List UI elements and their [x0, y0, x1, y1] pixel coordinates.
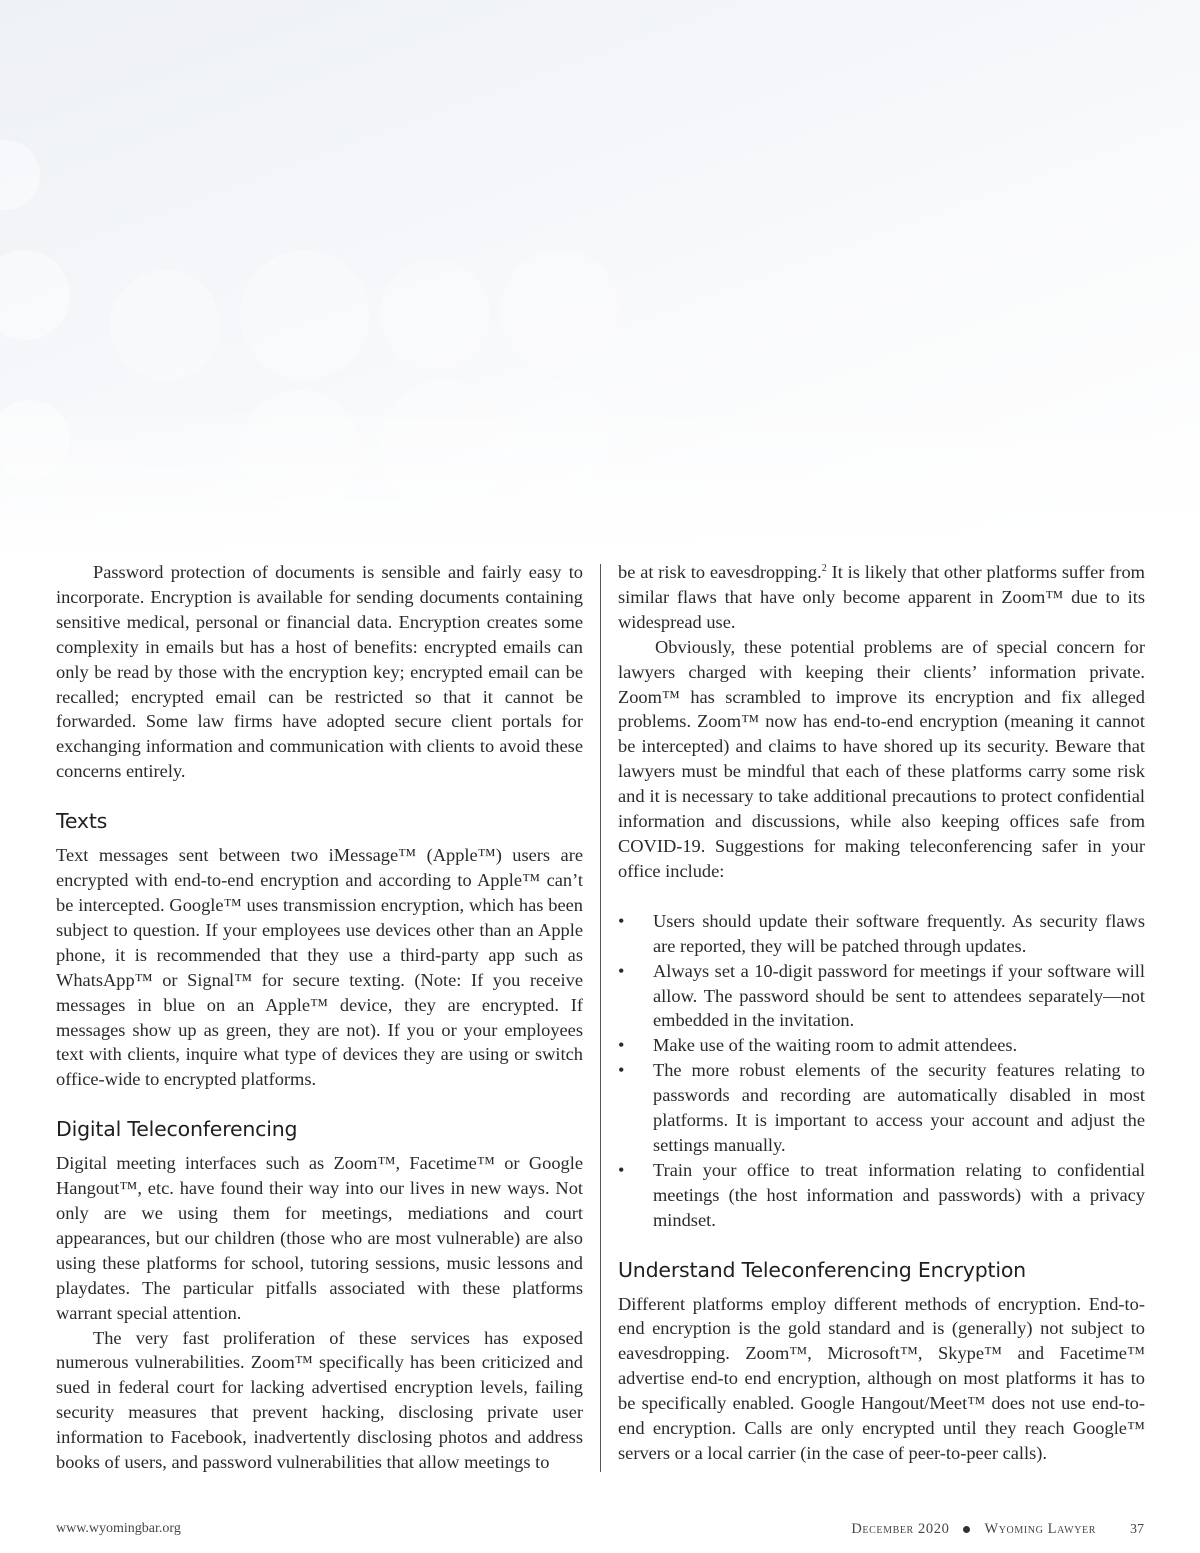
- list-item: [618, 1058, 1145, 1158]
- list-item: [618, 1158, 1145, 1233]
- bullet-separator-icon: [963, 1526, 970, 1533]
- bokeh-light: [0, 140, 40, 210]
- continuation-text: be at risk to eavesdropping.: [618, 562, 822, 582]
- page-footer: [56, 1521, 1144, 1545]
- list-item-text: Train your office to treat information relating to confidential meetings (the host information and passwords) with a privacy mindset.: [653, 1159, 1145, 1230]
- left-column: [56, 560, 583, 1475]
- obviously-paragraph: Obviously, these potential problems are of special concern for lawyers charged with keeping their clients’ information private. Zoom™ has scrambled to improve its encryption and fix alleged problems. Zoom™ now has end-to-end encryption (meaning it cannot be intercepted) and claims to have shored up its security. Beware that lawyers must be mindful that each of these platforms carry some risk and it is necessary to take additional precautions to protect confidential information and discussions, while also keeping offices safe from COVID-19. Suggestions for making teleconferencing safer in your office include:: [618, 636, 1145, 881]
- bullet-marker: •: [618, 910, 625, 931]
- bullet-marker: •: [618, 960, 625, 981]
- bullet-marker: •: [618, 1060, 625, 1081]
- footer-publication: Wyoming Lawyer: [984, 1521, 1096, 1537]
- intro-paragraph: Password protection of documents is sensible and fairly easy to incorporate. Encryption is available for sending documents containing sensitive medical, personal or financial data. Encryption creates some complexity in emails but has a host of benefits: encrypted emails can only be read by those with the encryption key; encrypted email can be recalled; encrypted email can be restricted so that it cannot be forwarded. Some law firms have adopted secure client portals for exchanging information and communication with clients to avoid these concerns entirely.: [56, 562, 583, 782]
- list-item: [618, 1033, 1145, 1058]
- texts-heading: Texts: [56, 809, 108, 834]
- page-number: 37: [1130, 1521, 1144, 1537]
- list-item: [618, 909, 1145, 959]
- bokeh-light: [500, 250, 620, 370]
- bokeh-light: [240, 250, 370, 380]
- bokeh-light: [380, 260, 490, 370]
- footnote-ref: 2: [821, 562, 827, 574]
- bullet-marker: •: [618, 1035, 625, 1056]
- list-item-text: The more robust elements of the security features relating to passwords and recording are automatically disabled in most platforms. It is important to access your account and adjust the settings manually.: [653, 1060, 1145, 1155]
- footer-right: [851, 1521, 1144, 1538]
- encryption-paragraph: Different platforms employ different methods of encryption. End-to-end encryption is the gold standard and is (generally) not subject to eavesdropping. Zoom™, Microsoft™, Skype™ and Facetime™ advertise end-to end encryption, although on most platforms it has to be specifically enabled. Google Hangout/Meet™ does not use end-to-end encryption. Calls are only encrypted until they reach Google™ servers or a local carrier (in the case of peer-to-peer calls).: [618, 1293, 1145, 1463]
- image-fade: [0, 400, 1200, 560]
- list-item-text: Users should update their software frequently. As security flaws are reported, they will be patched through updates.: [653, 910, 1145, 956]
- header-background-image: [0, 0, 1200, 560]
- digital-teleconferencing-heading: Digital Teleconferencing: [56, 1117, 298, 1142]
- footer-date: December 2020: [851, 1521, 950, 1537]
- footer-url: www.wyomingbar.org: [56, 1521, 181, 1536]
- list-item-text: Always set a 10-digit password for meetings if your software will allow. The password should be sent to attendees separately—not embedded in the invitation.: [653, 960, 1145, 1031]
- list-item: [618, 959, 1145, 1034]
- bokeh-light: [110, 270, 220, 380]
- bullet-marker: •: [618, 1159, 625, 1180]
- encryption-heading: Understand Teleconferencing Encryption: [618, 1257, 1026, 1282]
- digital-paragraph-2: The very fast proliferation of these services has exposed numerous vulnerabilities. Zoom™ specifically has been criticized and sued in federal court for lacking advertised encryption levels, failing security measures that prevent hacking, disclosing private user information to Facebook, inadvertently disclosing photos and address books of users, and password vulnerabilities that allow meetings to: [56, 1327, 583, 1473]
- bokeh-light: [0, 250, 70, 340]
- column-divider: [600, 564, 601, 1472]
- suggestions-list: [618, 909, 1145, 1233]
- continuation-rest: It is likely that other platforms suffer from similar flaws that have only become apparent in Zoom™ due to its widespread use.: [618, 562, 1145, 632]
- digital-paragraph-1: Digital meeting interfaces such as Zoom™, Facetime™ or Google Hangout™, etc. have found their way into our lives in new ways. Not only are we using them for meetings, mediations and court appearances, but our children (those who are most vulnerable) are also using these platforms for school, tutoring sessions, music lessons and playdates. The particular pitfalls associated with these platforms warrant special attention.: [56, 1153, 583, 1323]
- list-item-text: Make use of the waiting room to admit attendees.: [653, 1035, 1018, 1056]
- texts-paragraph: Text messages sent between two iMessage™ (Apple™) users are encrypted with end-to-end encryption and according to Apple™ can’t be intercepted. Google™ uses transmission encryption, which has been subject to question. If your employees use devices other than an Apple phone, it is recommended that they use a third-party app such as WhatsApp™ or Signal™ for secure texting. (Note: If you receive messages in blue on an Apple™ device, they are encrypted. If messages show up as green, they are not). If you or your employees text with clients, inquire what type of devices they are using or switch office-wide to encrypted platforms.: [56, 845, 583, 1090]
- right-column: [618, 560, 1145, 1466]
- continuation-paragraph: [618, 560, 1145, 635]
